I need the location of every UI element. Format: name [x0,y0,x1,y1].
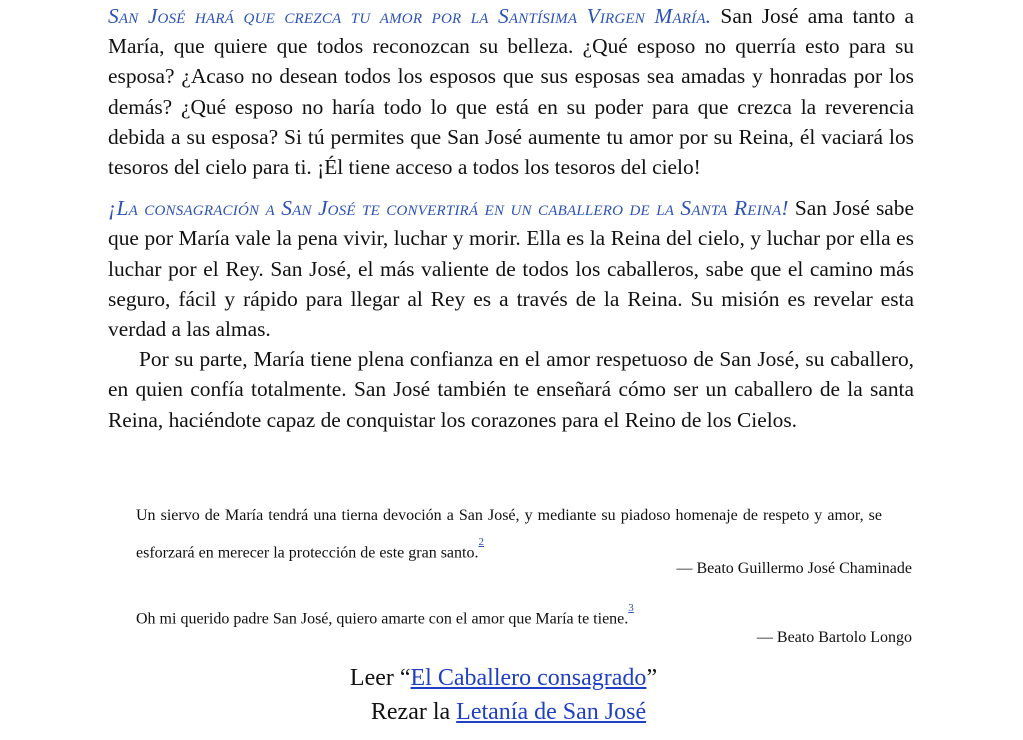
pray-line [0,699,1020,726]
quote-longo [136,595,882,632]
pray-prefix: Rezar la [370,699,457,725]
read-suffix: ” [646,665,658,691]
paragraph-2 [108,193,914,344]
paragraph-3-body: Por su parte, María tiene plena confianza en el amor respetuoso de San José, su caballero, en quien confía totalmente. San José también te enseñará cómo ser un caballero de la santa Reina, haciéndote capaz de conquistar los corazones para el Reino de los Cielos. [108,347,914,432]
quote-longo-text: Oh mi querido padre San José, quiero amarte con el amor que María te tiene. [136,610,629,628]
paragraph-1-body: San José ama tanto a María, que quiere que todos reconozcan su belleza. ¿Qué esposo no querría esto para su esposa? ¿Acaso no desean todos los esposos que sus esposas sea amadas y honradas por los demás? ¿Qué esposo no haría todo lo que está en su poder para que crezca la reverencia debida a su esposa? Si tú permites que San José aumente tu amor por su Reina, él vaciará los tesoros del cielo para ti. ¡Él tiene acceso a todos los tesoros del cielo! [108,4,914,180]
paragraph-2-body: San José sabe que por María vale la pena vivir, luchar y morir. Ella es la Reina del cielo, y luchar por ella es luchar por el Rey. San José, el más valiente de todos los caballeros, sabe que el camino más seguro, fácil y rápido para llegar al Rey es a través de la Reina. Su misión es revelar esta verdad a las almas. [108,196,914,342]
link-el-caballero-consagrado[interactable]: El Caballero consagrado [410,665,647,691]
paragraph-1-heading: San José hará que crezca tu amor por la Santísima Virgen María. [108,4,712,28]
read-prefix: Leer “ [349,665,411,691]
paragraph-3 [108,344,914,435]
main-content [108,0,914,435]
read-line [0,665,1015,692]
quote-chaminade [136,502,882,566]
attribution-longo: — Beato Bartolo Longo [756,629,912,646]
link-letania-de-san-jose[interactable]: Letanía de San José [456,699,647,725]
footnote-link-2[interactable]: 2 [478,536,484,548]
paragraph-2-heading: ¡La consagración a San José te convertirá en un caballero de la Santa Reina! [108,196,789,221]
attribution-chaminade: — Beato Guillermo José Chaminade [676,560,912,577]
paragraph-1 [108,1,914,182]
quote-chaminade-text: Un siervo de María tendrá una tierna devoción a San José, y mediante su piadoso homenaje de respeto y amor, se esforzará en merecer la protección de este gran santo. [136,507,882,562]
footnote-link-3[interactable]: 3 [628,602,634,614]
